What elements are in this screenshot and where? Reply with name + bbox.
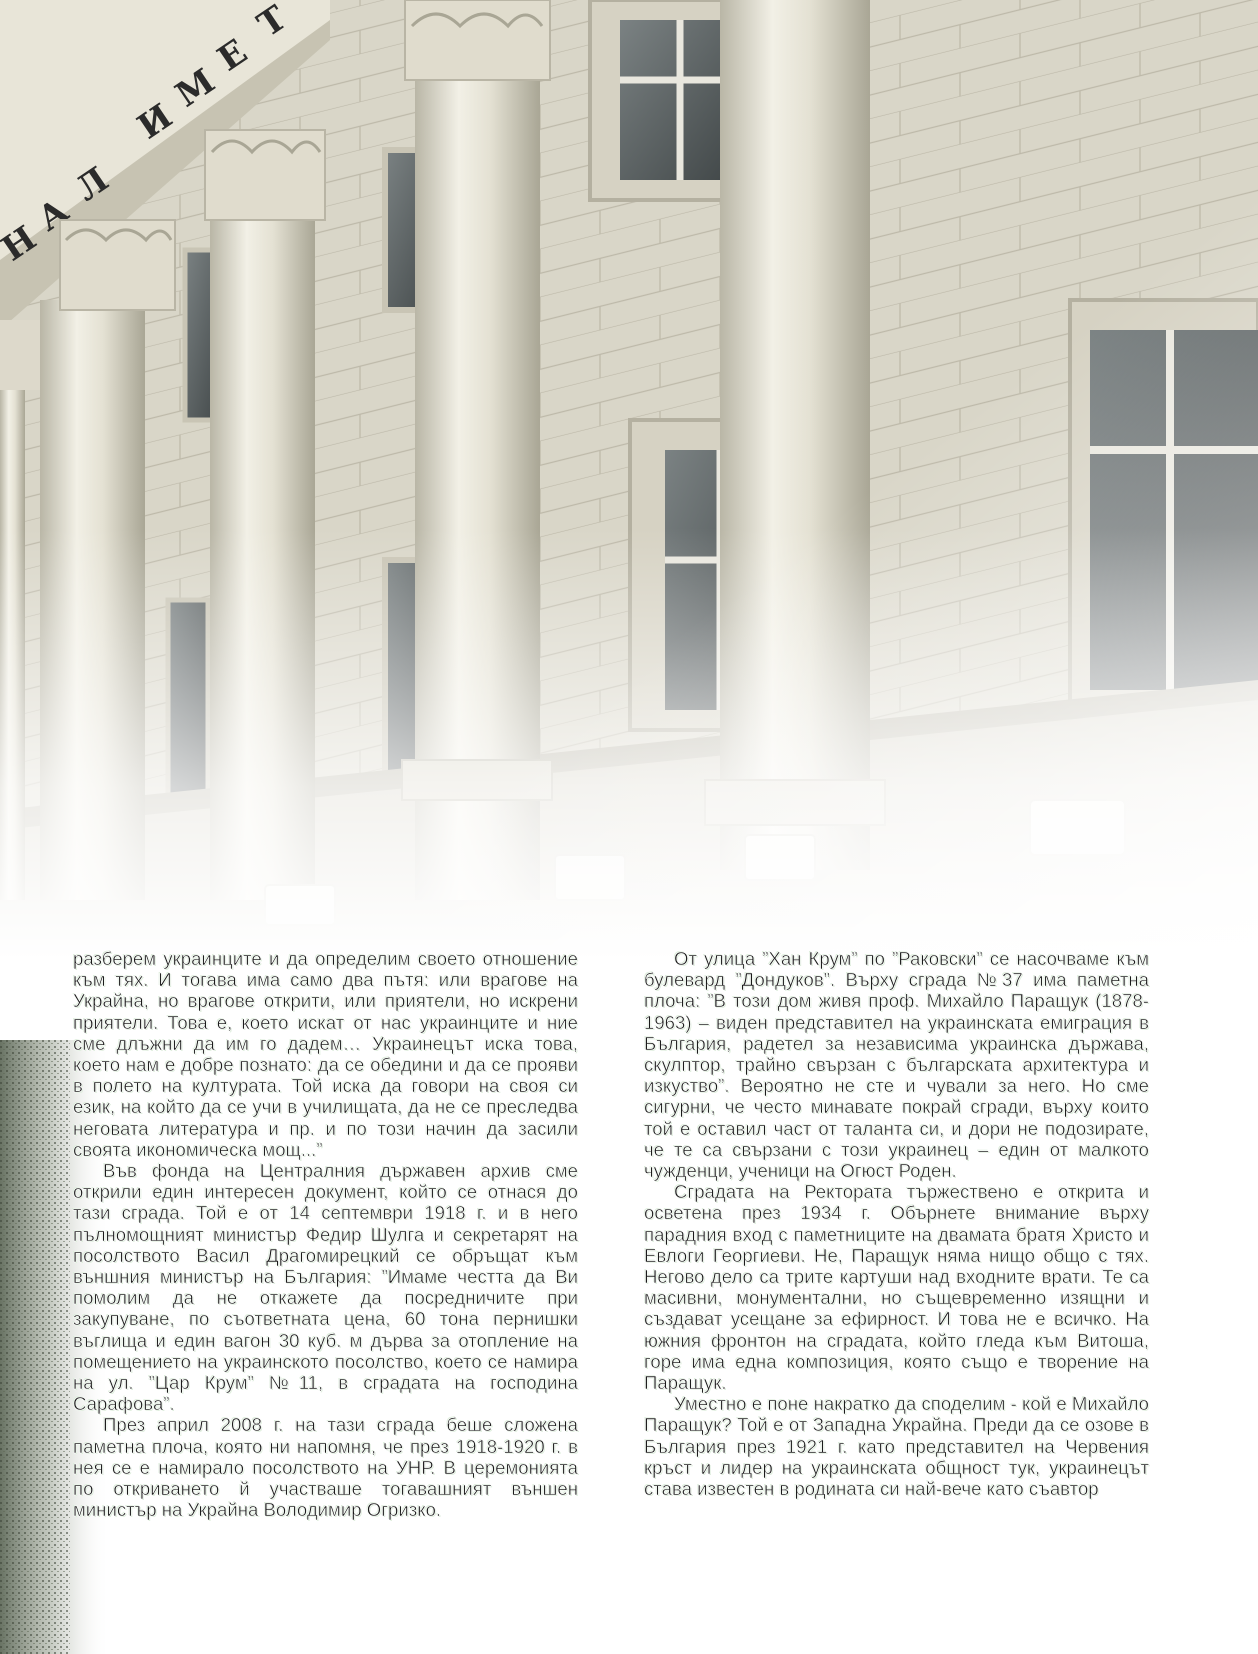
paragraph: разберем украинците и да определим своето отношение към тях. И тогава има само два пътя: или врагове на Украйна, но врагове открити, или приятели, но искрени приятели. Това е, което искат от нас украинците и ние сме длъжни да им го дадем… Украинецът иска това, което нам е добре познато: да се обедини и да се прояви в полето на културата. Той иска да говори на своя си език, на който да се учи в училищата, да не се преследва неговата литература и пр. и по този начин да засили своята икономическа мощ...” — [73, 948, 578, 1160]
paragraph: От улица ”Хан Крум” по ”Раковски” се насочваме към булевард ”Дондуков”. Върху сграда №37 има паметна плоча: ”В този дом живя проф. Михайло Паращук (1878-1963) – виден представител на украинската емиграция в България, радетел за независима украинска държава, скулптор, трайно свързан с българската архитектура и изкуство”. Вероятно не сте и чували за него. Но сме сигурни, че често минавате покрай сгради, върху които той е оставил част от таланта си, и дори не подозирате, че те са свързани с този украинец – един от малкото чужденци, ученици на Огюст Роден. — [644, 948, 1149, 1182]
paragraph: През април 2008 г. на тази сграда беше сложена паметна плоча, която ни напомня, че през 1918-1920 г. в нея се е намирало посолството на УНР. В церемонията по откриването й участваше тогавашният външен министър на Украйна Володимир Огризко. — [73, 1414, 578, 1521]
text-column-right — [644, 948, 1149, 1499]
paragraph: Уместно е поне накратко да споделим - кой е Михайло Паращук? Той е от Западна Украйна. Преди да се озове в България през 1921 г. като представител на Червения кръст и лидер на украинската общност тук, украинецът става известен в родината си най-вече като съавтор — [644, 1393, 1149, 1500]
paragraph: Във фонда на Централния държавен архив сме открили един интересен документ, който се отнася до тази сграда. Той е от 14 септември 1918 г. и в него пълномощният министър Федир Шулга и секретарят на посолството Васил Драгомирецкий се обръщат към външния министър на България: ”Имаме честта да Ви помолим да не откажете да посредничите при закупуване, по съответната цена, 60 тона пернишки въглища и един вагон 30 куб. м дърва за отопление на помещението на украинското посолство, което се намира на ул. ”Цар Крум” №11, в сградата на господина Сарафова”. — [73, 1160, 578, 1415]
text-column-left — [73, 948, 578, 1520]
paragraph: Сградата на Ректората тържествено е открита и осветена през 1934 г. Обърнете внимание върху парадния вход с паметниците на двамата братя Христо и Евлоги Георгиеви. Не, Паращук няма нищо общо с тях. Негово дело са трите картуши над входните врати. Те са масивни, монументални, но същевременно изящни и създават усещане за ефирност. И това не е всичко. На южния фронтон на сградата, който гледа към Витоша, горе има една композиция, която също е творение на Паращук. — [644, 1181, 1149, 1394]
